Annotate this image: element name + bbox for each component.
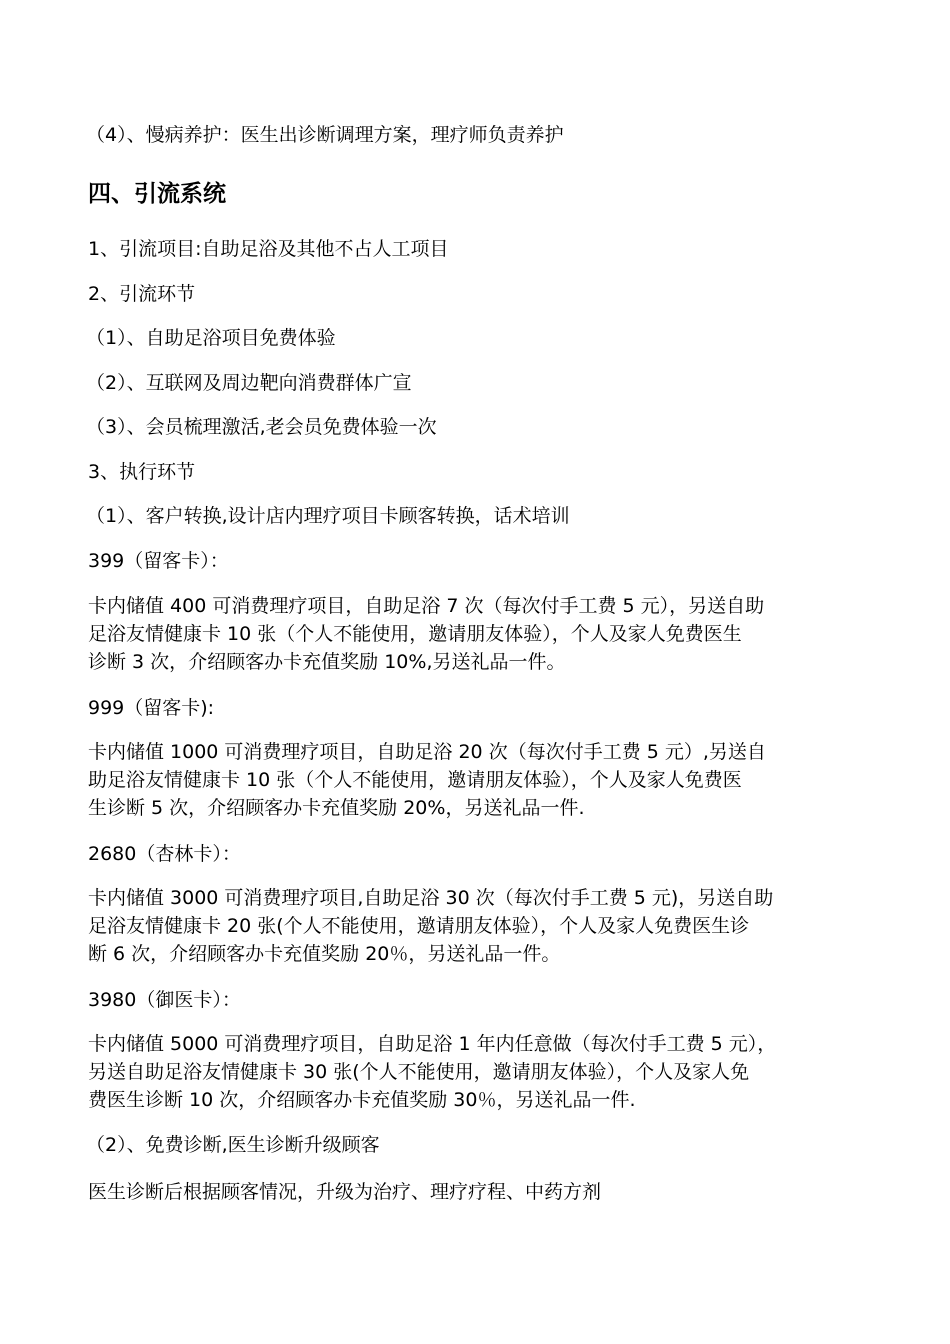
text-line: 卡内储值 1000 可消费理疗项目，自助足浴 20 次（每次付手工费 5 元）,另送自 <box>88 741 766 763</box>
text-line: 足浴友情健康卡 10 张（个人不能使用，邀请朋友体验），个人及家人免费医生 <box>88 623 742 645</box>
list-item-2-2: （2）、互联网及周边靶向消费群体广宣 <box>86 372 412 394</box>
list-item-chronic-care: （4）、慢病养护：医生出诊断调理方案，理疗师负责养护 <box>86 124 564 146</box>
text-line: 卡内储值 5000 可消费理疗项目，自助足浴 1 年内任意做（每次付手工费 5 元）， <box>88 1033 777 1055</box>
text-line: 卡内储值 3000 可消费理疗项目,自助足浴 30 次（每次付手工费 5 元)，另送自助 <box>88 887 774 909</box>
text-line: 另送自助足浴友情健康卡 30 张(个人不能使用，邀请朋友体验），个人及家人免 <box>88 1061 750 1083</box>
card-2680-title: 2680（杏林卡）： <box>88 843 241 865</box>
list-item-3-1: （1）、客户转换,设计店内理疗项目卡顾客转换，话术培训 <box>86 505 570 527</box>
paragraph-item-1: 1、引流项目:自助足浴及其他不占人工项目 <box>88 238 449 260</box>
list-item-2-3: （3）、会员梳理激活,老会员免费体验一次 <box>86 416 437 438</box>
text-line: 诊断 3 次，介绍顾客办卡充值奖励 10%,另送礼品一件。 <box>88 651 566 673</box>
card-999-title: 999（留客卡): <box>88 697 215 719</box>
list-item-3-2: （2）、免费诊断,医生诊断升级顾客 <box>86 1134 380 1156</box>
card-3980-title: 3980（御医卡）： <box>88 989 241 1011</box>
paragraph-item-2: 2、引流环节 <box>88 283 196 305</box>
list-item-2-1: （1）、自助足浴项目免费体验 <box>86 327 336 349</box>
text-line: 断 6 次，介绍顾客办卡充值奖励 20％，另送礼品一件。 <box>88 943 561 965</box>
text-line: 生诊断 5 次，介绍顾客办卡充值奖励 20%，另送礼品一件. <box>88 797 585 819</box>
closing-paragraph: 医生诊断后根据顾客情况，升级为治疗、理疗疗程、中药方剂 <box>88 1181 602 1203</box>
section-heading: 四、引流系统 <box>88 181 226 207</box>
text-line: 助足浴友情健康卡 10 张（个人不能使用，邀请朋友体验），个人及家人免费医 <box>88 769 742 791</box>
card-399-title: 399（留客卡）： <box>88 550 229 572</box>
text-line: 卡内储值 400 可消费理疗项目，自助足浴 7 次（每次付手工费 5 元），另送自助 <box>88 595 765 617</box>
text-line: 足浴友情健康卡 20 张(个人不能使用，邀请朋友体验），个人及家人免费医生诊 <box>88 915 750 937</box>
paragraph-item-3: 3、执行环节 <box>88 461 196 483</box>
text-line: 费医生诊断 10 次，介绍顾客办卡充值奖励 30％，另送礼品一件. <box>88 1089 636 1111</box>
